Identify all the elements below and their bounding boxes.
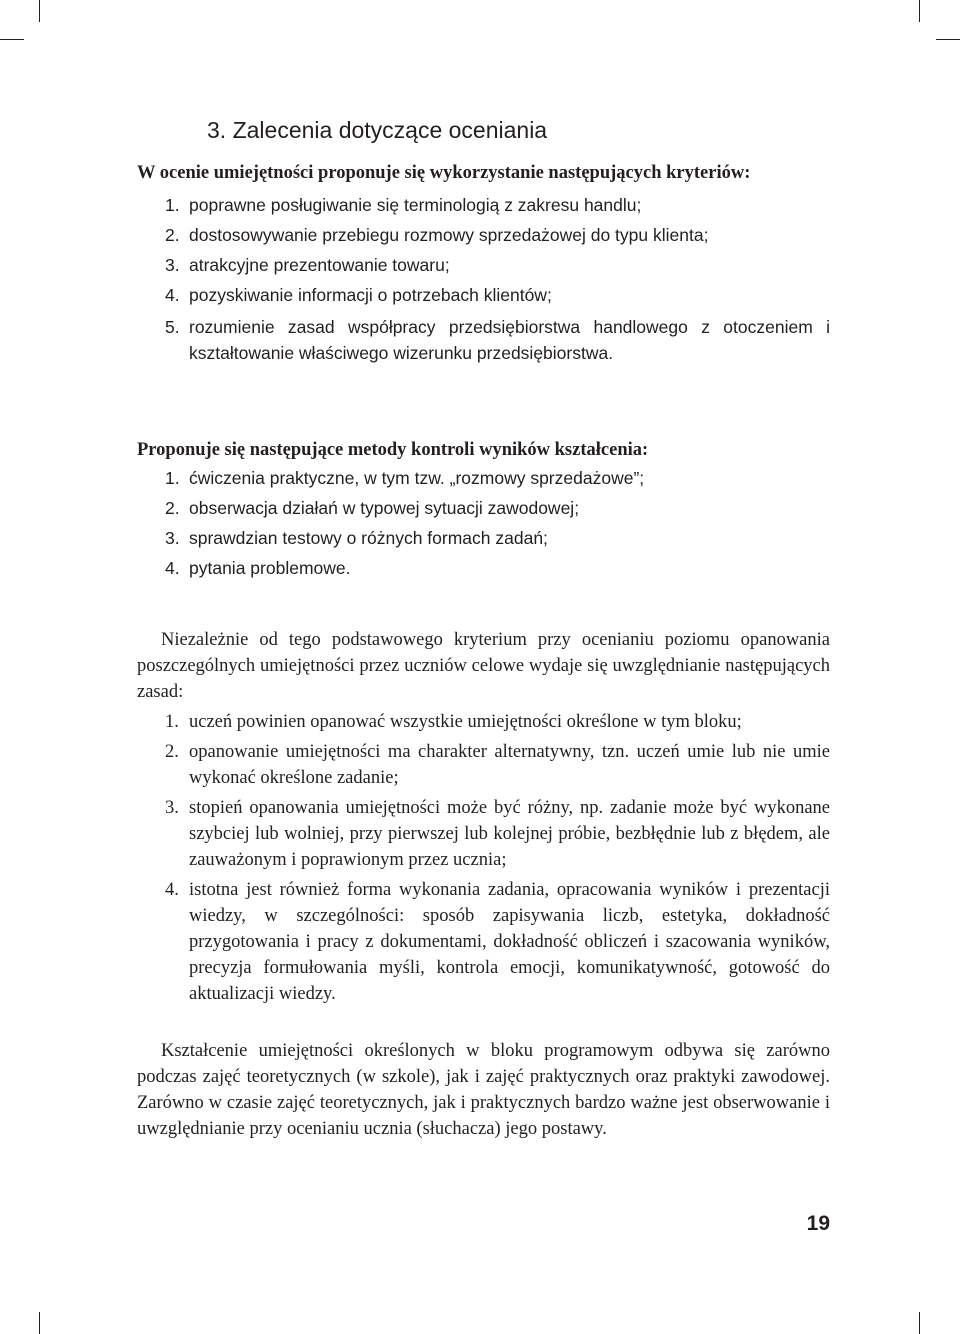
list-item: 3. stopień opanowania umiejętności może być różny, np. zadanie może być wykonane szybciej lub wolniej, przy pierwszej lub kolejnej próbie, bezbłędnie lub z błędem, ale zauważonym i poprawionym przez ucznia; xyxy=(165,798,830,870)
crop-mark-top-right-v xyxy=(919,0,920,22)
closing-paragraph: Kształcenie umiejętności określonych w bloku programowym odbywa się zarówno podczas zajęć teoretycznych (w szkole), jak i zajęć praktycznych oraz praktyki zawodowej. Zarówno w czasie zajęć teoretycznych, jak i praktycznych bardzo ważne jest obserwowanie i uwzględnianie przy ocenianiu ucznia (słuchacza) jego postawy. xyxy=(137,1041,830,1139)
criteria-list xyxy=(137,190,830,366)
list-item: 2. opanowanie umiejętności ma charakter alternatywny, tzn. uczeń umie lub nie umie wykonać określone zadanie; xyxy=(165,742,830,788)
principles-list xyxy=(137,709,830,1007)
crop-mark-bottom-left-v xyxy=(39,1312,40,1334)
methods-intro: Proponuje się następujące metody kontroli wyników kształcenia: xyxy=(137,440,649,460)
methods-section xyxy=(137,437,830,583)
methods-list xyxy=(137,463,830,583)
closing-section xyxy=(137,1038,830,1142)
list-item: 4. pozyskiwanie informacji o potrzebach klientów; xyxy=(165,285,552,305)
list-item: 2. obserwacja działań w typowej sytuacji zawodowej; xyxy=(165,498,580,518)
list-item: 1. ćwiczenia praktyczne, w tym tzw. „rozmowy sprzedażowe”; xyxy=(165,468,645,488)
crop-mark-top-right-h xyxy=(936,39,960,40)
criteria-intro: W ocenie umiejętności proponuje się wykorzystanie następujących kryteriów: xyxy=(137,163,751,183)
list-item: 3. atrakcyjne prezentowanie towaru; xyxy=(165,255,450,275)
principles-intro: Niezależnie od tego podstawowego kryterium przy ocenianiu poziomu opanowania poszczególnych umiejętności przez uczniów celowe wydaje się uwzględnianie następujących zasad: xyxy=(137,630,830,702)
list-item: 5. rozumienie zasad współpracy przedsiębiorstwa handlowego z otoczeniem i kształtowanie właściwego wizerunku przedsiębiorstwa. xyxy=(165,317,830,363)
page-number: 19 xyxy=(806,1212,830,1235)
section-heading: 3. Zalecenia dotyczące oceniania xyxy=(207,117,548,143)
principles-section xyxy=(137,627,830,1011)
crop-mark-top-left-v xyxy=(39,0,40,22)
list-item: 1. poprawne posługiwanie się terminologią z zakresu handlu; xyxy=(165,195,642,215)
list-item: 4. pytania problemowe. xyxy=(165,558,351,578)
list-item: 1. uczeń powinien opanować wszystkie umiejętności określone w tym bloku; xyxy=(165,712,742,732)
crop-mark-top-left-h xyxy=(0,39,24,40)
list-item: 3. sprawdzian testowy o różnych formach zadań; xyxy=(165,528,548,548)
criteria-section xyxy=(137,160,830,366)
list-item: 2. dostosowywanie przebiegu rozmowy sprzedażowej do typu klienta; xyxy=(165,225,709,245)
crop-mark-bottom-right-v xyxy=(919,1312,920,1334)
list-item: 4. istotna jest również forma wykonania zadania, opracowania wyników i prezentacji wiedzy, w szczególności: sposób zapisywania liczb, estetyka, dokładność przygotowania i pracy z dokumentami, dokładność obliczeń i szacowania wyników, precyzja formułowania myśli, kontrola emocji, komunikatywność, gotowość do aktualizacji wiedzy. xyxy=(165,880,830,1004)
